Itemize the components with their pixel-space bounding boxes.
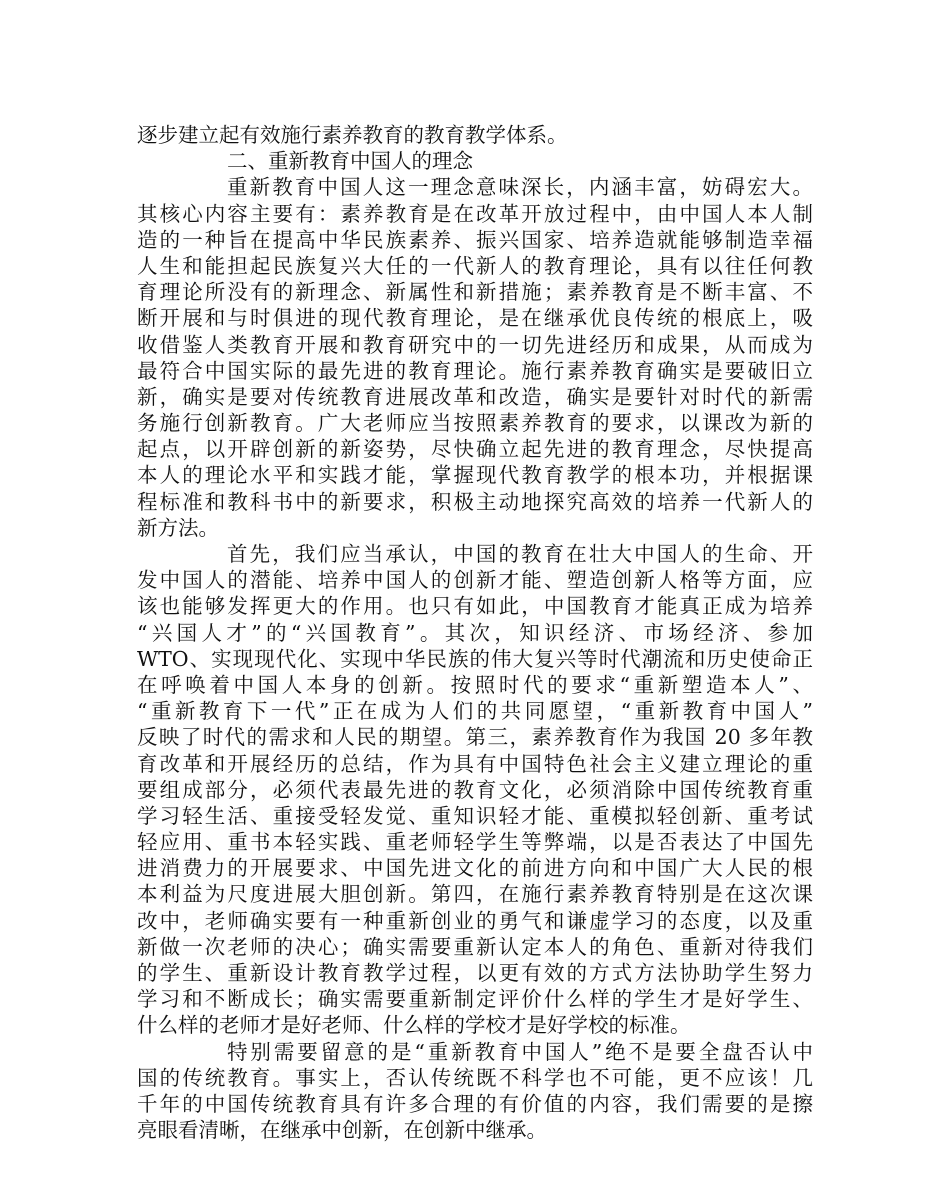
- text-line: 其核心内容主要有：素养教育是在改革开放过程中，由中国人本人制: [137, 201, 813, 226]
- text-line: 务施行创新教育。广大老师应当按照素养教育的要求，以课改为新的: [137, 411, 813, 436]
- text-line: 人生和能担起民族复兴大任的一代新人的教育理论，具有以往任何教: [137, 253, 813, 278]
- document-body: [137, 122, 813, 1143]
- text-line: 本人的理论水平和实践才能，掌握现代教育教学的根本功，并根据课: [137, 463, 813, 488]
- text-line: 国的传统教育。事实上，否认传统既不科学也不可能，更不应该！几: [137, 1065, 813, 1090]
- text-line: 造的一种旨在提高中华民族素养、振兴国家、培养造就能够制造幸福: [137, 227, 813, 252]
- text-line: 最符合中国实际的最先进的教育理论。施行素养教育确实是要破旧立: [137, 358, 813, 383]
- text-line: 发中国人的潜能、培养中国人的创新才能、塑造创新人格等方面，应: [137, 568, 813, 593]
- text-line: 什么样的老师才是好老师、什么样的学校才是好学校的标准。: [137, 1013, 691, 1038]
- text-line: 学习和不断成长；确实需要重新制定评价什么样的学生才是好学生、: [137, 987, 813, 1012]
- text-line: WTO、实现现代化、实现中华民族的伟大复兴等时代潮流和历史使命正: [137, 646, 813, 671]
- text-line: “兴国人才”的“兴国教育”。其次，知识经济、市场经济、参加: [137, 620, 813, 645]
- text-line: 首先，我们应当承认，中国的教育在壮大中国人的生命、开: [227, 542, 813, 566]
- text-line: 进消费力的开展要求、中国先进文化的前进方向和中国广大人民的根: [137, 856, 813, 881]
- text-line: 新，确实是要对传统教育进展改革和改造，确实是要针对时代的新需: [137, 384, 813, 409]
- text-line: 亮眼看清晰，在继承中创新，在创新中继承。: [137, 1118, 547, 1143]
- text-line: 收借鉴人类教育开展和教育研究中的一切先进经历和成果，从而成为: [137, 332, 813, 357]
- text-line: 该也能够发挥更大的作用。也只有如此，中国教育才能真正成为培养: [137, 594, 813, 619]
- text-line: “重新教育下一代”正在成为人们的共同愿望，“重新教育中国人”: [137, 699, 813, 724]
- text-line: 新方法。: [137, 515, 219, 540]
- text-line: 轻应用、重书本轻实践、重老师轻学生等弊端，以是否表达了中国先: [137, 830, 813, 855]
- text-line: 特别需要留意的是“重新教育中国人”绝不是要全盘否认中: [227, 1039, 813, 1064]
- text-line: 二、重新教育中国人的理念: [227, 149, 473, 174]
- text-line: 育理论所没有的新理念、新属性和新措施；素养教育是不断丰富、不: [137, 280, 813, 305]
- text-line: 育改革和开展经历的总结，作为具有中国特色社会主义建立理论的重: [137, 751, 813, 776]
- text-line: 起点，以开辟创新的新姿势，尽快确立起先进的教育理念，尽快提高: [137, 437, 813, 462]
- text-line: 学习轻生活、重接受轻发觉、重知识轻才能、重模拟轻创新、重考试: [137, 803, 813, 828]
- text-line: 的学生、重新设计教育教学过程，以更有效的方式方法协助学生努力: [137, 961, 813, 985]
- text-line: 在呼唤着中国人本身的创新。按照时代的要求“重新塑造本人”、: [137, 672, 813, 697]
- text-line: 改中，老师确实要有一种重新创业的勇气和谦虚学习的态度，以及重: [137, 908, 813, 933]
- text-line: 千年的中国传统教育具有许多合理的有价值的内容，我们需要的是擦: [137, 1091, 813, 1116]
- text-line: 重新教育中国人这一理念意味深长，内涵丰富，妨碍宏大。: [227, 175, 813, 200]
- text-line: 新做一次老师的决心；确实需要重新认定本人的角色、重新对待我们: [137, 934, 813, 959]
- text-line: 反映了时代的需求和人民的期望。第三，素养教育作为我国 20 多年教: [137, 725, 813, 750]
- text-line: 断开展和与时俱进的现代教育理论，是在继承优良传统的根底上，吸: [137, 306, 813, 331]
- text-line: 本利益为尺度进展大胆创新。第四，在施行素养教育特别是在这次课: [137, 882, 813, 907]
- text-line: 要组成部分，必须代表最先进的教育文化，必须消除中国传统教育重: [137, 777, 813, 802]
- text-line: 逐步建立起有效施行素养教育的教育教学体系。: [137, 123, 568, 147]
- text-line: 程标准和教科书中的新要求，积极主动地探究高效的培养一代新人的: [137, 489, 813, 514]
